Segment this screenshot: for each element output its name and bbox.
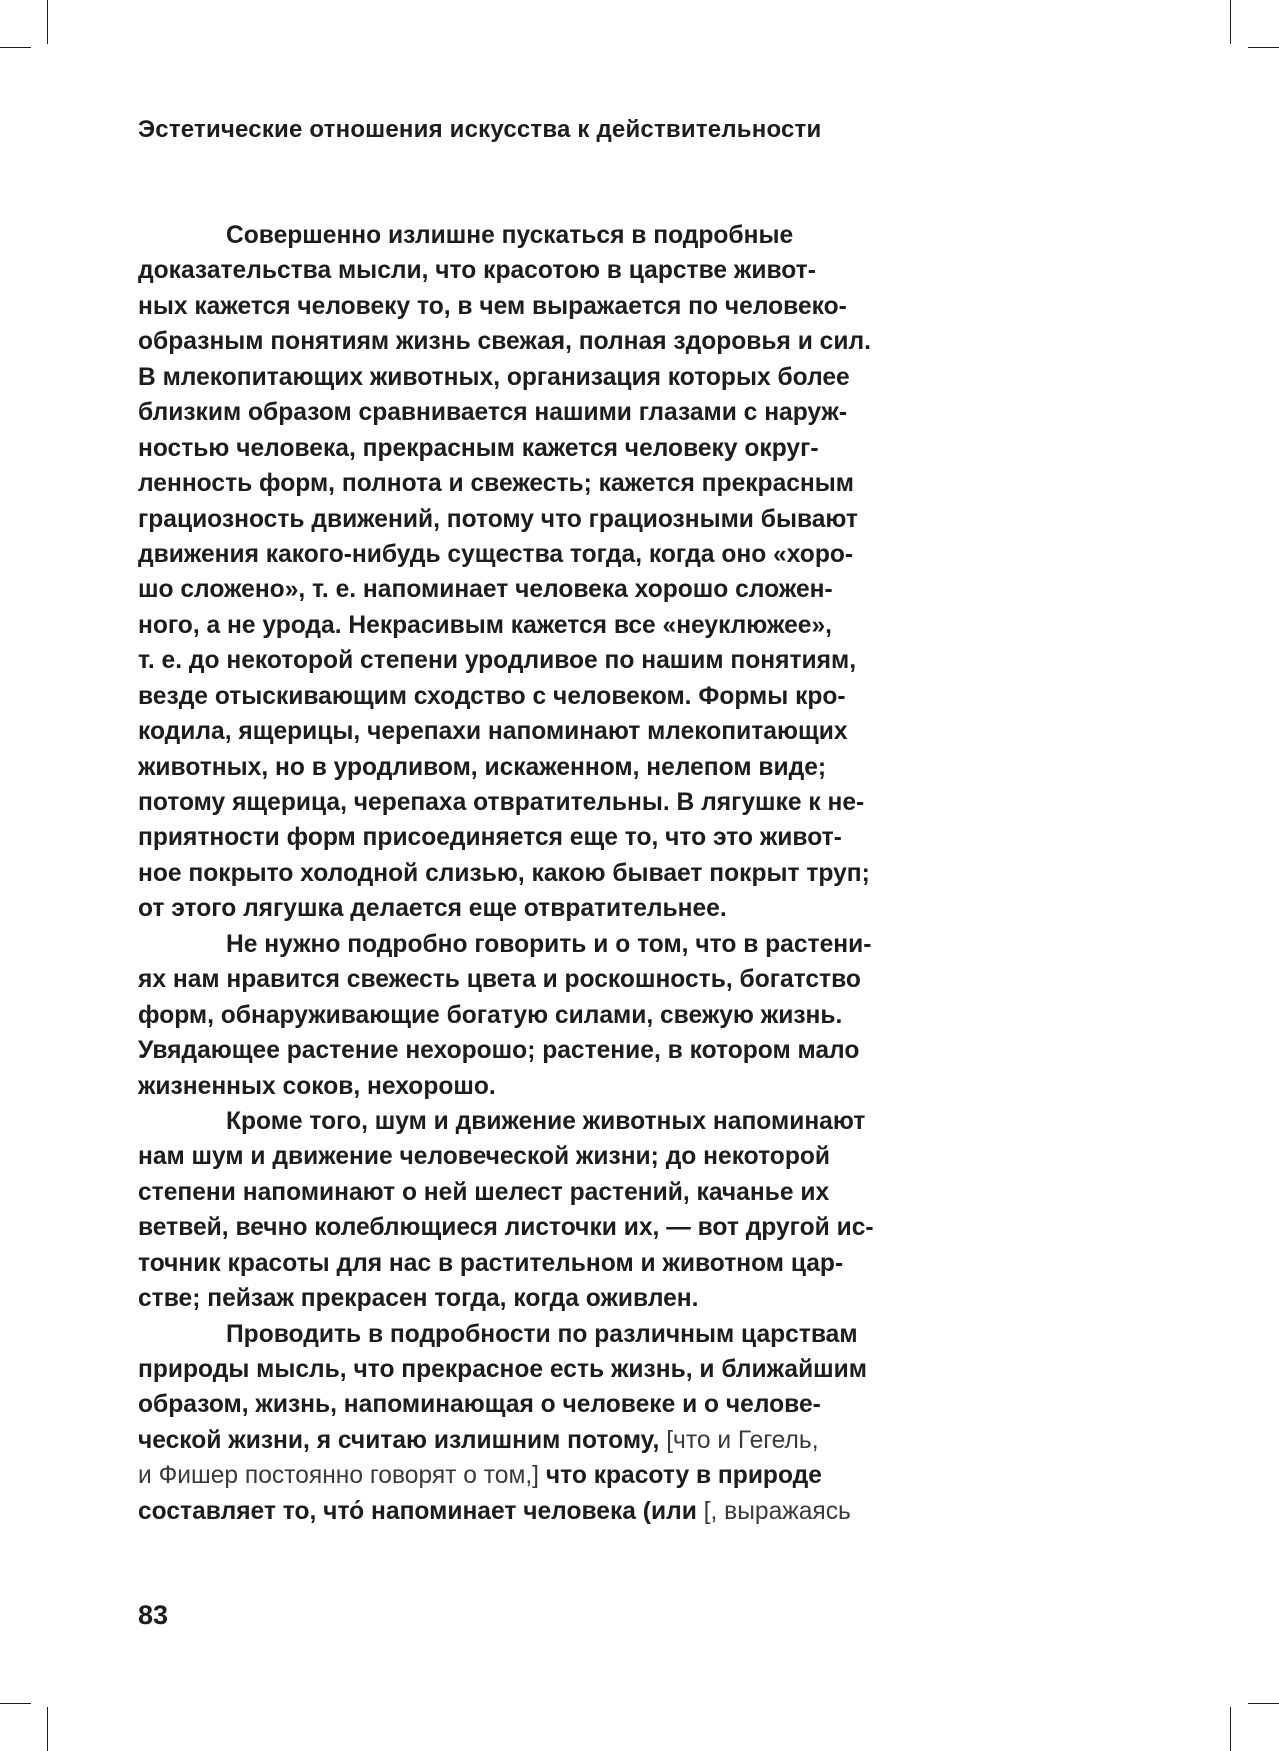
text-segment: природы мысль, что прекрасное есть жизнь, и ближайшим: [138, 1356, 867, 1383]
text-segment: ного, а не урода. Некрасивым кажется все «неуклюжее»,: [138, 611, 832, 639]
text-line: [138, 431, 898, 466]
text-segment: т. е. до некоторой степени уродливое по нашим понятиям,: [138, 647, 857, 675]
text-line: [138, 1423, 898, 1458]
bracketed-text: [что и Гегель,: [666, 1426, 819, 1454]
text-line: [138, 1494, 898, 1529]
text-segment: ных кажется человеку то, в чем выражается по человеко-: [138, 292, 847, 320]
text-segment: от этого лягушка делается еще отвратительнее.: [138, 895, 727, 923]
text-line: [138, 1246, 898, 1281]
running-head: Эстетические отношения искусства к действительности: [138, 116, 822, 143]
text-line: [138, 1033, 898, 1068]
text-line: [138, 395, 898, 430]
text-segment: точник красоты для нас в растительном и животном цар-: [138, 1249, 844, 1277]
crop-mark-top-right: [1230, 0, 1231, 44]
text-segment: везде отыскивающим сходство с человеком. Формы кро-: [138, 682, 846, 710]
text-line: [138, 572, 898, 607]
text-segment: ленность форм, полнота и свежесть; кажется прекрасным: [138, 470, 854, 498]
text-line: [138, 502, 898, 537]
text-line: [138, 891, 898, 926]
text-segment: нам шум и движение человеческой жизни; до некоторой: [138, 1143, 830, 1171]
text-segment: Кроме того, шум и движение животных напоминают: [226, 1107, 866, 1135]
text-segment: приятности форм присоединяется еще то, что это живот-: [138, 824, 842, 852]
text-line: [138, 1387, 898, 1422]
text-segment: шо сложено», т. е. напоминает человека хорошо сложен-: [138, 576, 833, 604]
text-segment: жизненных соков, нехорошо.: [138, 1072, 496, 1100]
text-segment: кодила, ящерицы, черепахи напоминают млекопитающих: [138, 718, 848, 746]
text-line: [138, 1069, 898, 1104]
text-segment: ностью человека, прекрасным кажется человеку округ-: [138, 434, 819, 462]
text-segment: животных, но в уродливом, искаженном, нелепом виде;: [138, 753, 827, 781]
text-line: [138, 289, 898, 324]
text-segment: В млекопитающих животных, организация которых более: [138, 363, 850, 391]
text-line: [138, 856, 898, 891]
text-line: [138, 1458, 898, 1493]
text-segment: грациозность движений, потому что грациозными бывают: [138, 505, 858, 533]
crop-mark-bottom-left-h: [0, 1703, 31, 1704]
text-segment: образом, жизнь, напоминающая о человеке и о челове-: [138, 1391, 821, 1419]
text-segment: форм, обнаруживающие богатую силами, свежую жизнь.: [138, 1001, 843, 1029]
body-text: [138, 218, 898, 1529]
text-line: [138, 962, 898, 997]
text-segment: степени напоминают о ней шелест растений, качанье их: [138, 1178, 830, 1206]
bracketed-text: [, выражаясь: [703, 1497, 851, 1525]
text-segment: потому ящерица, черепаха отвратительны. В лягушке к не-: [138, 789, 865, 816]
text-segment: образным понятиям жизнь свежая, полная здоровья и сил.: [138, 328, 871, 356]
text-segment: Не нужно подробно говорить и о том, что в растени-: [226, 930, 872, 958]
text-line: [138, 218, 898, 253]
text-line: [138, 679, 898, 714]
crop-mark-bottom-left: [47, 1707, 48, 1751]
text-line: [138, 1317, 898, 1352]
crop-mark-top-right-h: [1248, 47, 1279, 48]
crop-mark-top-left: [47, 0, 48, 44]
text-segment: движения какого-нибудь существа тогда, когда оно «хоро-: [138, 540, 854, 568]
text-segment: что красоту в природе: [539, 1462, 822, 1490]
text-line: [138, 1352, 898, 1387]
page-number: 83: [138, 1600, 169, 1630]
text-line: [138, 537, 898, 572]
text-line: [138, 927, 898, 962]
text-segment: ветвей, вечно колеблющиеся листочки их, — вот другой ис-: [138, 1214, 874, 1242]
text-line: [138, 253, 898, 288]
text-line: [138, 1139, 898, 1174]
crop-mark-bottom-right: [1230, 1707, 1231, 1751]
text-line: [138, 998, 898, 1033]
text-line: [138, 714, 898, 749]
text-line: [138, 608, 898, 643]
text-segment: стве; пейзаж прекрасен тогда, когда оживлен.: [138, 1285, 699, 1313]
text-line: [138, 466, 898, 501]
text-line: [138, 785, 898, 820]
text-segment: ческой жизни, я считаю излишним потому,: [138, 1426, 667, 1454]
text-line: [138, 750, 898, 785]
text-segment: Увядающее растение нехорошо; растение, в котором мало: [138, 1037, 860, 1065]
text-segment: Проводить в подробности по различным царствам: [226, 1320, 858, 1348]
text-line: [138, 360, 898, 395]
text-line: [138, 1104, 898, 1139]
text-segment: Совершенно излишне пускаться в подробные: [226, 222, 794, 249]
text-line: [138, 324, 898, 359]
text-line: [138, 643, 898, 678]
text-line: [138, 1281, 898, 1316]
text-segment: ное покрыто холодной слизью, какою бывает покрыт труп;: [138, 859, 870, 887]
crop-mark-top-left-h: [0, 47, 31, 48]
text-segment: составляет то, что́ напоминает человека (или: [138, 1497, 704, 1525]
text-line: [138, 820, 898, 855]
text-segment: близким образом сравнивается нашими глазами с наруж-: [138, 399, 848, 427]
text-line: [138, 1175, 898, 1210]
text-segment: ях нам нравится свежесть цвета и роскошность, богатство: [138, 966, 861, 994]
crop-mark-bottom-right-h: [1248, 1703, 1279, 1704]
text-line: [138, 1210, 898, 1245]
text-segment: доказательства мысли, что красотою в царстве живот-: [138, 257, 816, 285]
bracketed-text: и Фишер постоянно говорят о том,]: [138, 1462, 540, 1490]
